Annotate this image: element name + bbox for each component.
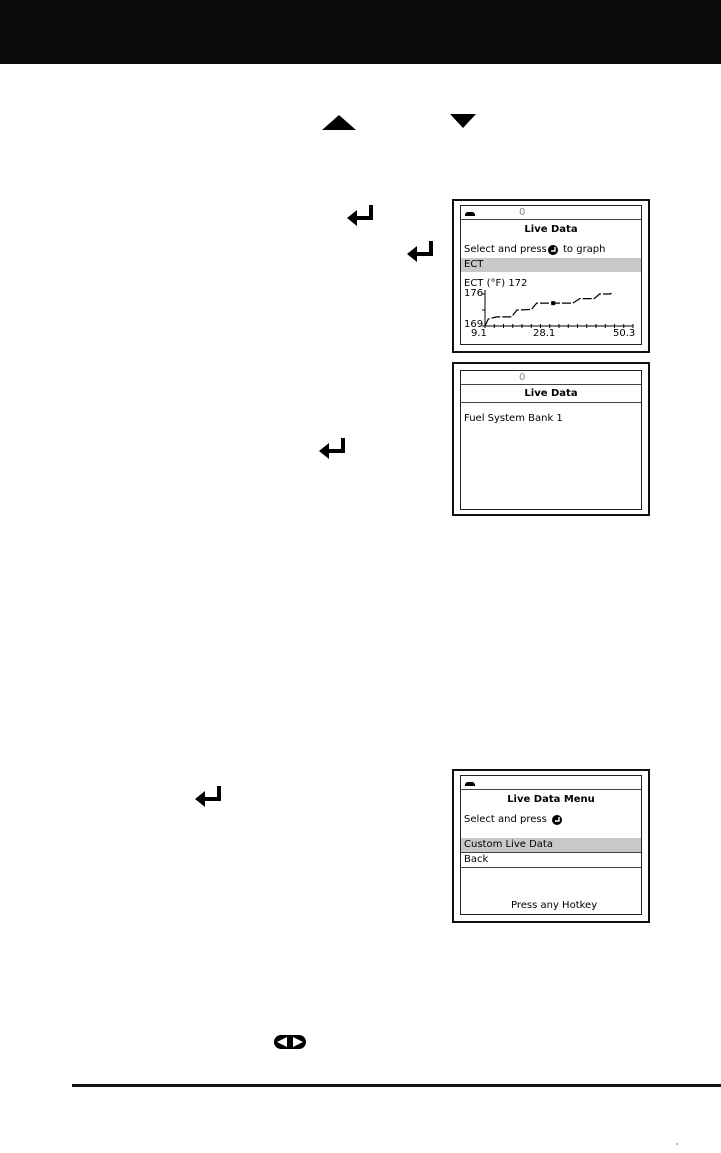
title-divider [461, 402, 641, 403]
prompt-text: Select and press [464, 814, 547, 825]
menu-divider [461, 852, 641, 853]
screen-live-data-graph [452, 199, 650, 353]
ect-line-chart [461, 206, 643, 346]
lr-arrows-icon [274, 1035, 306, 1049]
up-arrow-icon [322, 115, 356, 130]
y-tick-label: 169 [464, 319, 484, 330]
screen-live-data [452, 362, 650, 516]
page-corner-mark: ' [676, 1142, 680, 1151]
screen-title: Live Data Menu [507, 794, 595, 805]
screen-live-data-menu [452, 769, 650, 923]
bottom-rule [72, 1084, 721, 1087]
connection-icon: 0 [519, 207, 526, 218]
enter-key-icon [194, 784, 224, 808]
cursor-marker [551, 301, 555, 305]
enter-key-icon [346, 203, 376, 227]
x-tick-label: 50.3 [613, 328, 636, 339]
down-arrow-icon [450, 114, 476, 128]
status-divider [461, 384, 641, 385]
prompt-prefix: Select and press [464, 244, 547, 255]
data-item[interactable]: Fuel System Bank 1 [464, 413, 563, 424]
enter-key-icon [552, 815, 562, 825]
enter-key-icon [318, 436, 348, 460]
menu-divider [461, 867, 641, 868]
series-line-ect [485, 292, 612, 326]
screen-display [460, 775, 642, 915]
screen-title: Live Data [524, 224, 578, 235]
graph-label: ECT (°F) 172 [464, 278, 528, 289]
enter-key-icon [406, 239, 436, 263]
screen-title: Live Data [524, 388, 578, 399]
connection-icon: 0 [519, 372, 526, 383]
screen-display [460, 205, 642, 345]
screen-display [460, 370, 642, 510]
menu-item-custom-live-data[interactable]: Custom Live Data [464, 839, 553, 850]
footer-hint: Press any Hotkey [511, 900, 598, 911]
x-tick-label: 9.1 [471, 328, 487, 339]
x-tick-label: 28.1 [533, 328, 556, 339]
prompt-suffix: to graph [563, 244, 606, 255]
status-divider [461, 789, 641, 790]
selected-item[interactable]: ECT [464, 259, 484, 270]
menu-item-back[interactable]: Back [464, 854, 489, 865]
header-bar [0, 0, 721, 64]
y-tick-label: 176 [464, 288, 484, 299]
car-icon [464, 781, 476, 787]
